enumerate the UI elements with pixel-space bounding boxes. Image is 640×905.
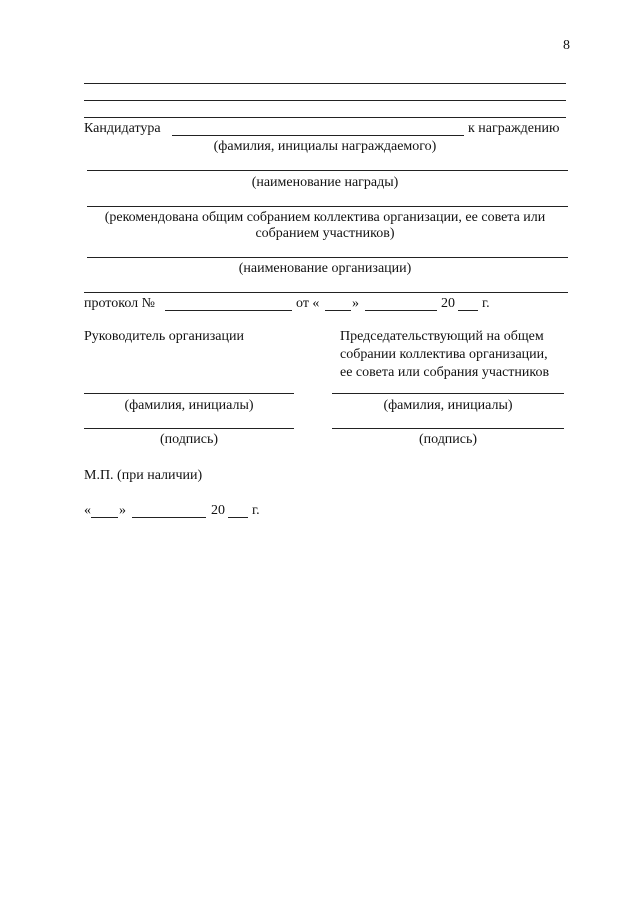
right-signatory-title-1: Председательствующий на общем — [340, 329, 544, 344]
caption-recommended-2: собранием участников) — [255, 226, 395, 241]
right-fio-line — [332, 393, 564, 394]
protocol-from: от « — [296, 296, 320, 311]
protocol-number-line — [165, 310, 292, 311]
right-caption-sign: (подпись) — [418, 432, 478, 447]
caption-award: (наименование награды) — [251, 175, 399, 190]
award-line — [87, 170, 568, 171]
blank-line — [84, 100, 566, 101]
left-signatory-title: Руководитель организации — [84, 329, 244, 344]
candidacy-fio-line — [172, 135, 464, 136]
page-number: 8 — [563, 38, 570, 53]
left-sign-line — [84, 428, 294, 429]
date-open-quote: « — [84, 503, 91, 518]
left-fio-line — [84, 393, 294, 394]
date-year-prefix: 20 — [211, 503, 225, 518]
caption-organization: (наименование организации) — [238, 261, 412, 276]
date-year-line — [228, 517, 248, 518]
stamp-place: М.П. (при наличии) — [84, 468, 203, 483]
candidacy-suffix: к награждению — [468, 121, 560, 136]
left-caption-fio: (фамилия, инициалы) — [124, 398, 254, 413]
protocol-year-line — [458, 310, 478, 311]
left-caption-sign: (подпись) — [159, 432, 219, 447]
protocol-month-line — [365, 310, 437, 311]
right-signatory-title-3: ее совета или собрания участников — [340, 365, 550, 380]
date-year-suffix: г. — [252, 503, 260, 518]
recommended-line — [87, 206, 568, 207]
organization-line-2 — [84, 292, 568, 293]
protocol-year-suffix: г. — [482, 296, 490, 311]
caption-recommended-1: (рекомендована общим собранием коллектива организации, ее совета или — [104, 210, 546, 225]
blank-line — [84, 117, 566, 118]
date-day-line — [91, 517, 118, 518]
date-month-line — [132, 517, 206, 518]
right-caption-fio: (фамилия, инициалы) — [383, 398, 513, 413]
right-signatory-title-2: собрании коллектива организации, — [340, 347, 548, 362]
date-close-quote: » — [119, 503, 126, 518]
candidacy-label: Кандидатура — [84, 121, 161, 136]
caption-fio-awardee: (фамилия, инициалы награждаемого) — [213, 139, 437, 154]
blank-line — [84, 83, 566, 84]
protocol-day-line — [325, 310, 351, 311]
protocol-prefix: протокол № — [84, 296, 155, 311]
protocol-year-prefix: 20 — [441, 296, 455, 311]
organization-line — [87, 257, 568, 258]
right-sign-line — [332, 428, 564, 429]
protocol-close-quote: » — [352, 296, 359, 311]
